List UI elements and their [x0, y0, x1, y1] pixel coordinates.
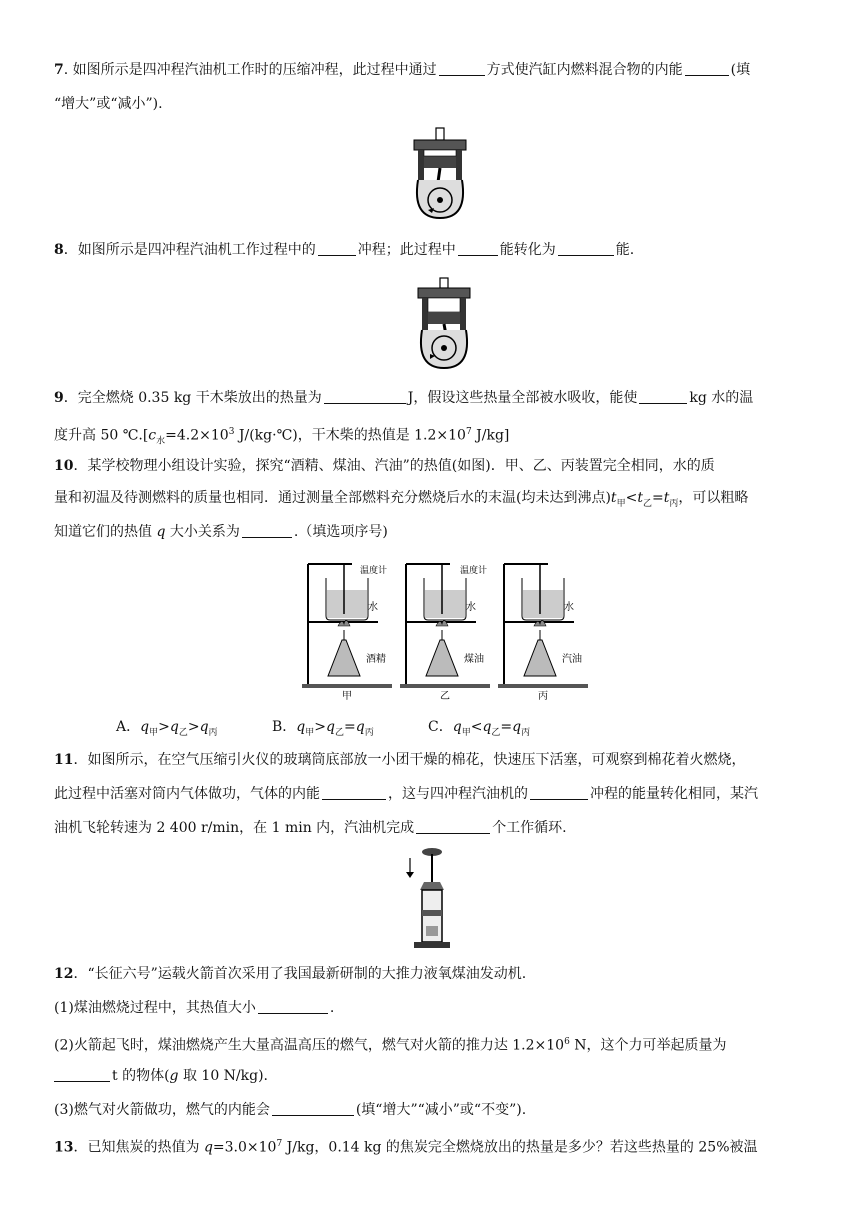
air-compression-igniter-figure [402, 846, 458, 950]
q11-line2: 此过程中活塞对筒内气体做功，气体的内能 ，这与四冲程汽油机的 冲程的能量转化相同，某汽 [54, 786, 758, 802]
q10-option-c[interactable]: C．$q_甲<q_乙=q_丙$ [428, 719, 531, 738]
setup-label-bing: 丙 [538, 691, 548, 702]
q9-number: 9 [54, 390, 64, 406]
q12-number: 12 [54, 966, 74, 982]
q12-part2: (2)火箭起飞时，煤油燃烧产生大量高温高压的燃气，燃气对火箭的推力达 $1.2\times 10^6$ N，这个力可举起质量为 [54, 1037, 727, 1054]
q10-blank[interactable] [242, 523, 292, 538]
engine-compression-figure [408, 126, 472, 222]
q7-line1: 7. 如图所示是四冲程汽油机工作时的压缩冲程，此过程中通过 方式使汽缸内燃料混合物的内能 (填 [54, 62, 751, 78]
q13-line1: 13．已知焦炭的热值为 $q=3.0\times 10^7$ J/kg，0.14 kg 的焦炭完全燃烧放出的热量是多少？若这些热量的 25%被温 [54, 1139, 758, 1156]
engine-power-figure [412, 276, 476, 370]
setup-label-jia: 甲 [342, 691, 352, 702]
q11-blank-3[interactable] [416, 819, 490, 834]
thermometer-label-2: 温度计 [460, 566, 488, 576]
q13-number: 13 [54, 1139, 74, 1156]
q11-number: 11 [54, 752, 74, 768]
q12-part3: (3)燃气对火箭做功，燃气的内能会 (填“增大”“减小”或“不变”). [54, 1102, 527, 1118]
fuel-label-alcohol: 酒精 [366, 654, 386, 665]
q9-blank-1[interactable] [324, 389, 406, 404]
q11-blank-1[interactable] [322, 785, 386, 800]
setup-label-yi: 乙 [440, 691, 450, 702]
q10-line3: 知道它们的热值 q 大小关系为 .（填选项序号) [54, 524, 388, 540]
q11-blank-2[interactable] [530, 785, 588, 800]
q10-option-a[interactable]: A．$q_甲>q_乙>q_丙$ [116, 719, 218, 738]
q12-part1: (1)煤油燃烧过程中，其热值大小 . [54, 1000, 335, 1016]
q7-number: 7 [54, 62, 64, 78]
q12-line1: 12．“长征六号”运载火箭首次采用了我国最新研制的大推力液氧煤油发动机. [54, 966, 527, 982]
thermometer-label-1: 温度计 [360, 566, 388, 576]
q8-blank-2[interactable] [458, 241, 498, 256]
water-label-1: 水 [368, 602, 378, 613]
q8-blank-3[interactable] [558, 241, 614, 256]
setup-bing [498, 564, 588, 688]
q11-line3: 油机飞轮转速为 2 400 r/min，在 1 min 内，汽油机完成 个工作循环. [54, 820, 567, 836]
q7-line2: “增大”或“减小”). [54, 96, 163, 112]
q9-line1: 9．完全燃烧 0.35 kg 干木柴放出的热量为 J，假设这些热量全部被水吸收，能使 kg 水的温 [54, 390, 754, 406]
water-label-2: 水 [466, 602, 476, 613]
q8-line: 8．如图所示是四冲程汽油机工作过程中的 冲程；此过程中 能转化为 能. [54, 242, 635, 258]
q10-line1: 10．某学校物理小组设计实验，探究“酒精、煤油、汽油”的热值(如图)．甲、乙、丙装置完全相同，水的质 [54, 458, 715, 474]
q12-blank-3[interactable] [272, 1101, 354, 1116]
water-label-3: 水 [564, 602, 574, 613]
q10-number: 10 [54, 458, 74, 474]
q10-line2: 量和初温及待测燃料的质量也相同．通过测量全部燃料充分燃烧后水的末温(均未达到沸点)$t_甲<t_乙=t_丙$，可以粗略 [54, 490, 749, 509]
q11-line1: 11．如图所示，在空气压缩引火仪的玻璃筒底部放一小团干燥的棉花，快速压下活塞，可观察到棉花着火燃烧， [54, 752, 746, 768]
q9-line2: 度升高 50 $℃.[c_水=4.2\times 10^3$ J/(kg·℃)，干木柴的热值是 $1.2\times 10^7$ J/kg] [54, 427, 510, 447]
fuel-label-gasoline: 汽油 [562, 654, 582, 665]
q8-blank-1[interactable] [318, 241, 356, 256]
q7-blank-2[interactable] [685, 61, 729, 76]
setup-jia [302, 564, 392, 688]
q9-blank-2[interactable] [639, 389, 687, 404]
setup-yi [400, 564, 490, 688]
q7-blank-1[interactable] [439, 61, 485, 76]
fuel-heating-figure [302, 556, 590, 702]
q12-blank-1[interactable] [258, 999, 328, 1014]
q10-option-b[interactable]: B．$q_甲>q_乙=q_丙$ [272, 719, 374, 738]
q8-number: 8 [54, 242, 64, 258]
q12-blank-2[interactable] [54, 1067, 110, 1082]
fuel-label-kerosene: 煤油 [464, 654, 484, 665]
q12-part2-cont: t 的物体(g 取 10 N/kg). [54, 1066, 268, 1086]
